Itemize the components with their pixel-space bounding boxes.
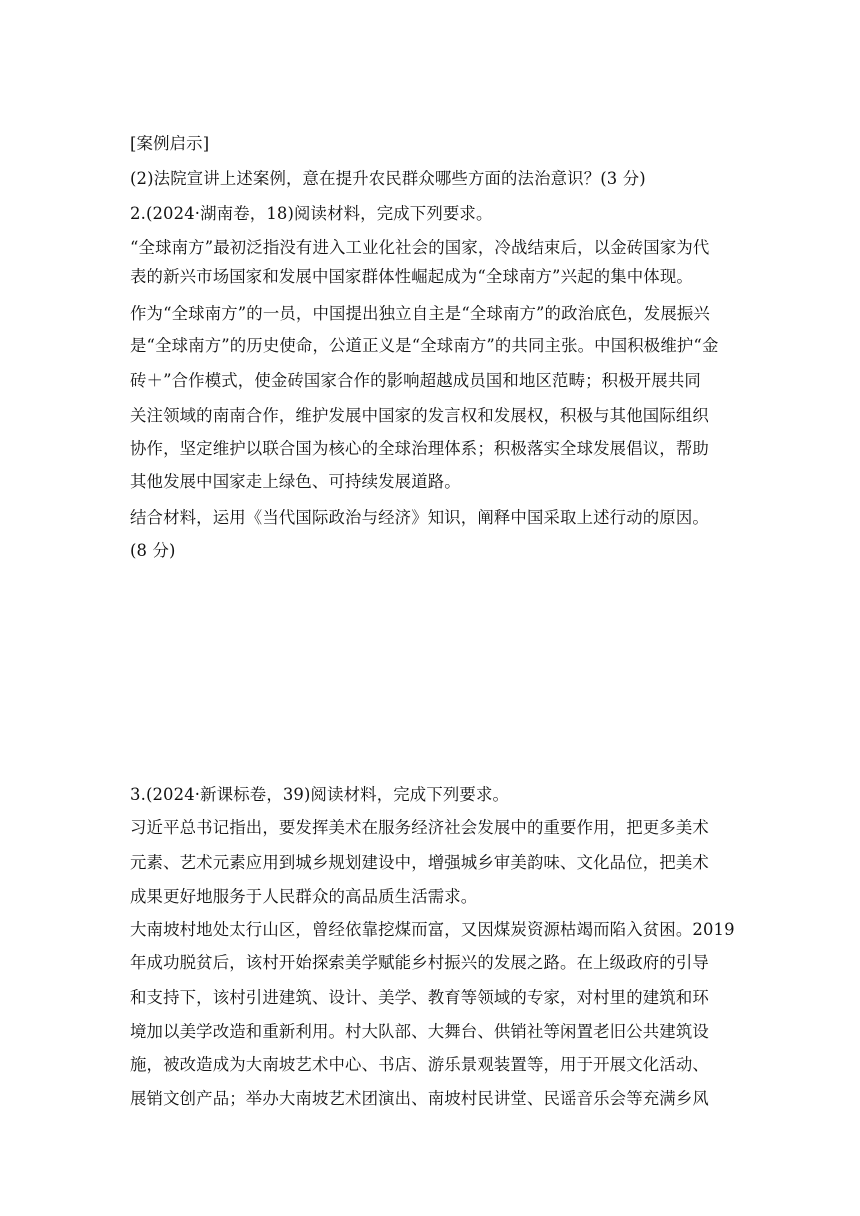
question-2-text-line: 其他发展中国家走上绿色、可持续发展道路。 [130, 472, 461, 491]
question-2-prompt: 结合材料，运用《当代国际政治与经济》知识，阐释中国采取上述行动的原因。 [130, 508, 709, 527]
question-3-text-line: 展销文创产品；举办大南坡艺术团演出、南坡村民讲堂、民谣音乐会等充满乡风 [130, 1089, 709, 1108]
question-2-text-line: 是“全球南方”的历史使命，公道正义是“全球南方”的共同主张。中国积极维护“金 [130, 336, 719, 355]
question-2-points: (8 分) [130, 541, 176, 560]
question-2-text-line: 作为“全球南方”的一员，中国提出独立自主是“全球南方”的政治底色，发展振兴 [130, 304, 710, 323]
question-3-text-line: 大南坡村地处太行山区，曾经依靠挖煤而富，又因煤炭资源枯竭而陷入贫困。2019 [130, 920, 735, 939]
question-2-text-line: 协作，坚定维护以联合国为核心的全球治理体系；积极落实全球发展倡议，帮助 [130, 439, 709, 458]
question-3-text-line: 施，被改造成为大南坡艺术中心、书店、游乐景观装置等，用于开展文化活动、 [130, 1055, 709, 1074]
question-2-text-line: 关注领域的南南合作，维护发展中国家的发言权和发展权，积极与其他国际组织 [130, 406, 709, 425]
question-2-title: 2.(2024·湖南卷，18)阅读材料，完成下列要求。 [130, 204, 493, 223]
case-question-2: (2)法院宣讲上述案例，意在提升农民群众哪些方面的法治意识？(3 分) [130, 169, 646, 188]
case-heading: [案例启示] [130, 134, 210, 153]
question-2-text-line: 表的新兴市场国家和发展中国家群体性崛起成为“全球南方”兴起的集中体现。 [130, 267, 693, 286]
question-2-text-line: “全球南方”最初泛指没有进入工业化社会的国家，冷战结束后，以金砖国家为代 [130, 238, 710, 257]
question-3-title: 3.(2024·新课标卷，39)阅读材料，完成下列要求。 [130, 785, 510, 804]
question-3-text-line: 成果更好地服务于人民群众的高品质生活需求。 [130, 887, 478, 906]
question-2-text-line: 砖＋”合作模式，使金砖国家合作的影响超越成员国和地区范畴；积极开展共同 [130, 371, 701, 390]
question-3-text-line: 元素、艺术元素应用到城乡规划建设中，增强城乡审美韵味、文化品位，把美术 [130, 853, 709, 872]
question-3-text-line: 年成功脱贫后，该村开始探索美学赋能乡村振兴的发展之路。在上级政府的引导 [130, 953, 709, 972]
question-3-text-line: 境加以美学改造和重新利用。村大队部、大舞台、供销社等闲置老旧公共建筑设 [130, 1022, 709, 1041]
question-3-text-line: 习近平总书记指出，要发挥美术在服务经济社会发展中的重要作用，把更多美术 [130, 818, 709, 837]
question-3-text-line: 和支持下，该村引进建筑、设计、美学、教育等领域的专家，对村里的建筑和环 [130, 988, 709, 1007]
